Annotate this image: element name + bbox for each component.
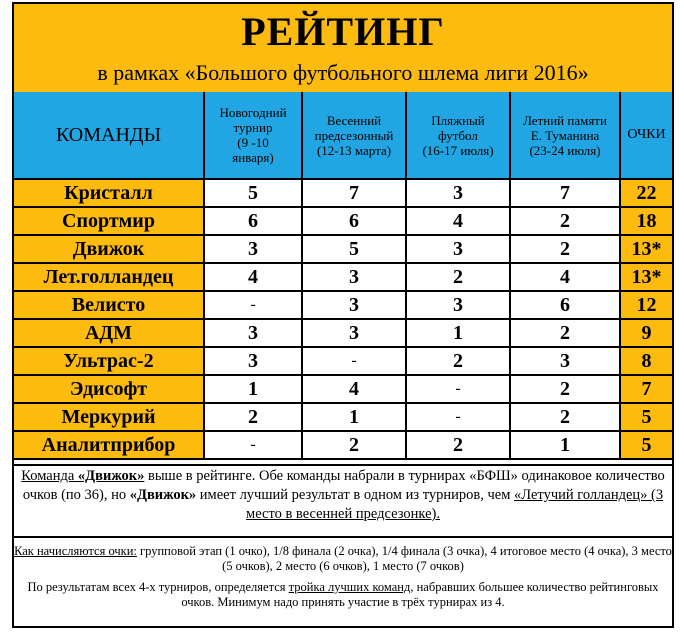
tiebreak-note	[14, 464, 672, 538]
score-beach: 2	[406, 431, 510, 459]
score-spring: 2	[302, 431, 406, 459]
score-summer: 6	[510, 291, 620, 319]
score-beach: 3	[406, 291, 510, 319]
score-spring: 6	[302, 207, 406, 235]
team-name-cell: АДМ	[14, 319, 204, 347]
score-summer: 2	[510, 375, 620, 403]
score-beach: 3	[406, 235, 510, 263]
points-cell: 13*	[620, 263, 672, 291]
score-spring: 5	[302, 235, 406, 263]
note-text: Команда	[21, 468, 78, 484]
score-beach: 2	[406, 347, 510, 375]
table-row	[14, 235, 672, 263]
selection-text: , набравших большее количество рейтинговых очков. Минимум надо принять участие в трёх турнирах из 4.	[181, 580, 659, 609]
score-new-year: 3	[204, 235, 302, 263]
note-text: имеет лучший результат в одном из турниров, чем	[196, 487, 515, 503]
col-header-points: ОЧКИ	[620, 92, 672, 179]
team-name-cell: Велисто	[14, 291, 204, 319]
points-cell: 7	[620, 375, 672, 403]
score-new-year: 6	[204, 207, 302, 235]
table-row	[14, 403, 672, 431]
scoring-note	[14, 538, 672, 626]
table-row	[14, 179, 672, 207]
note-team-golland: «Летучий голландец» (3 место в весенней предсезонке).	[246, 487, 664, 522]
scoring-rules	[14, 544, 672, 574]
team-name-cell: Спортмир	[14, 207, 204, 235]
score-new-year: -	[204, 431, 302, 459]
score-beach: -	[406, 375, 510, 403]
score-spring: -	[302, 347, 406, 375]
team-name-cell: Кристалл	[14, 179, 204, 207]
score-new-year: 1	[204, 375, 302, 403]
score-beach: 2	[406, 263, 510, 291]
score-new-year: 4	[204, 263, 302, 291]
team-name-cell: Движок	[14, 235, 204, 263]
selection-rules	[14, 580, 672, 610]
table-row	[14, 263, 672, 291]
score-spring: 3	[302, 291, 406, 319]
col-header-new-year: Новогодний турнир (9 -10 января)	[204, 92, 302, 179]
note-text: выше в рейтинге. Обе команды набрали в турнирах «БФШ» одинаковое количество очков (по 36), но	[22, 468, 665, 503]
points-cell: 5	[620, 431, 672, 459]
points-cell: 22	[620, 179, 672, 207]
points-cell: 5	[620, 403, 672, 431]
score-summer: 1	[510, 431, 620, 459]
table-row	[14, 431, 672, 459]
team-name-cell: Аналитприбор	[14, 431, 204, 459]
score-summer: 3	[510, 347, 620, 375]
header	[14, 4, 672, 94]
page-subtitle: в рамках «Большого футбольного шлема лиги 2016»	[97, 60, 589, 85]
score-spring: 3	[302, 263, 406, 291]
score-beach: 4	[406, 207, 510, 235]
score-new-year: -	[204, 291, 302, 319]
team-name-cell: Меркурий	[14, 403, 204, 431]
col-header-teams: КОМАНДЫ	[14, 92, 204, 179]
scoring-text: групповой этап (1 очко), 1/8 финала (2 очка), 1/4 финала (3 очка), 4 итоговое место (4 очка), 3 место (5 очков), 2 место (6 очков), 1 место (7 очков)	[136, 544, 672, 573]
rating-sheet	[12, 2, 674, 628]
points-cell: 13*	[620, 235, 672, 263]
score-spring: 1	[302, 403, 406, 431]
note-team-dvizhok: «Движок»	[77, 468, 145, 484]
table-row	[14, 375, 672, 403]
points-cell: 8	[620, 347, 672, 375]
table-row	[14, 319, 672, 347]
col-header-summer: Летний памяти Е. Туманина (23-24 июля)	[510, 92, 620, 179]
score-spring: 4	[302, 375, 406, 403]
score-new-year: 2	[204, 403, 302, 431]
team-name-cell: Эдисофт	[14, 375, 204, 403]
score-summer: 2	[510, 235, 620, 263]
top-three-text: тройка лучших команд	[288, 580, 411, 594]
note-team-dvizhok: «Движок»	[129, 487, 197, 503]
score-beach: 3	[406, 179, 510, 207]
col-header-beach: Пляжный футбол (16-17 июля)	[406, 92, 510, 179]
score-summer: 2	[510, 207, 620, 235]
points-cell: 12	[620, 291, 672, 319]
score-new-year: 3	[204, 319, 302, 347]
score-spring: 7	[302, 179, 406, 207]
score-summer: 2	[510, 319, 620, 347]
team-name-cell: Лет.голландец	[14, 263, 204, 291]
table-row	[14, 291, 672, 319]
score-new-year: 3	[204, 347, 302, 375]
table-row	[14, 207, 672, 235]
score-new-year: 5	[204, 179, 302, 207]
score-summer: 7	[510, 179, 620, 207]
selection-text: По результатам всех 4-х турниров, определяется	[27, 580, 289, 594]
score-beach: 1	[406, 319, 510, 347]
header-row	[14, 92, 672, 179]
table-body	[14, 179, 672, 459]
scoring-label: Как начисляются очки:	[14, 544, 137, 558]
score-beach: -	[406, 403, 510, 431]
page-title: РЕЙТИНГ	[241, 9, 445, 54]
points-cell: 9	[620, 319, 672, 347]
points-cell: 18	[620, 207, 672, 235]
score-spring: 3	[302, 319, 406, 347]
team-name-cell: Ультрас-2	[14, 347, 204, 375]
table-row	[14, 347, 672, 375]
score-summer: 4	[510, 263, 620, 291]
col-header-spring: Весенний предсезонный (12-13 марта)	[302, 92, 406, 179]
rating-table	[14, 92, 672, 460]
score-summer: 2	[510, 403, 620, 431]
